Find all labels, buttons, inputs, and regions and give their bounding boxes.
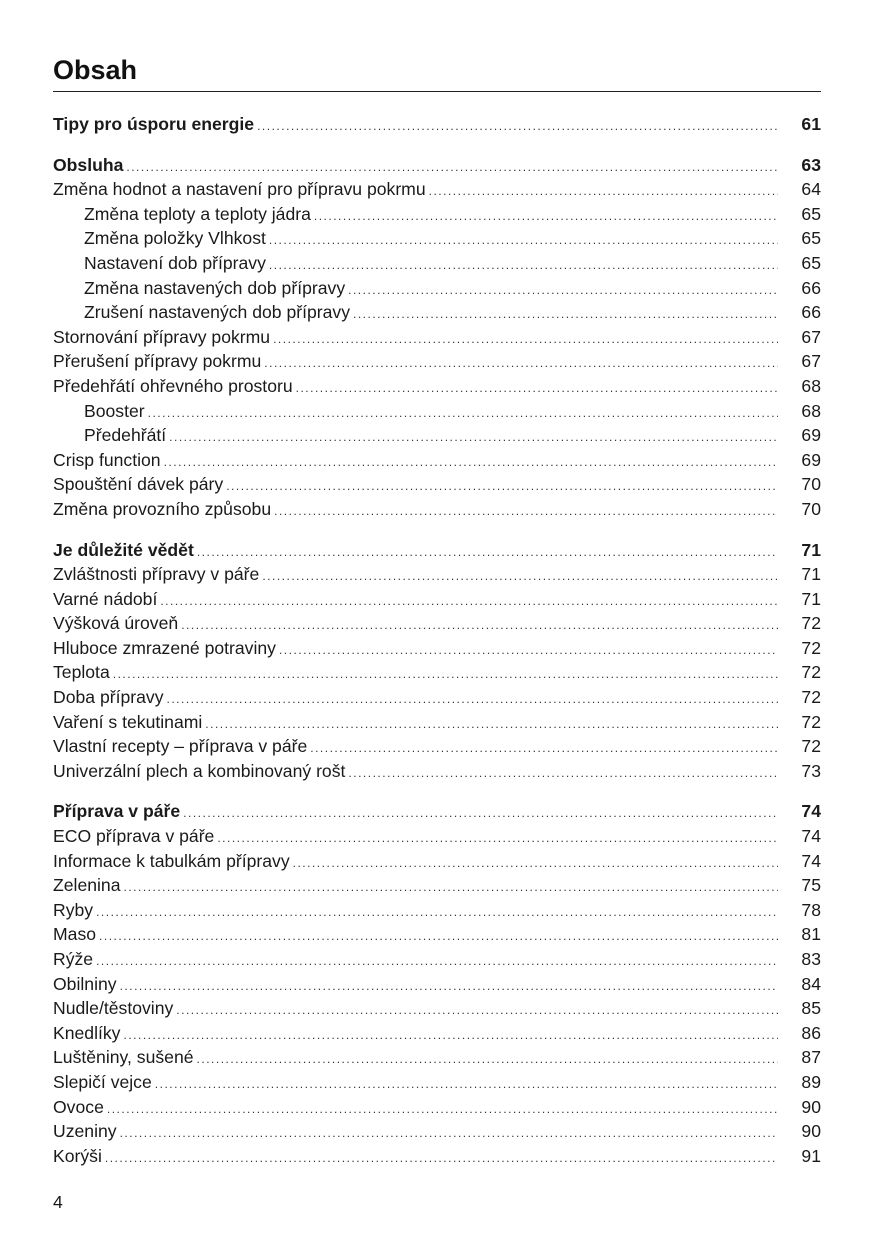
dot-leader xyxy=(353,302,778,327)
toc-entry-label: Obsluha xyxy=(53,154,124,175)
toc-entry-page: 63 xyxy=(801,154,821,175)
toc-entry-page: 74 xyxy=(801,826,821,847)
toc-entry-page: 65 xyxy=(801,203,821,224)
dot-leader xyxy=(105,1146,778,1171)
toc-entry-label: Spouštění dávek páry xyxy=(53,474,224,495)
toc-entry-page: 75 xyxy=(801,875,821,896)
dot-leader xyxy=(148,401,778,426)
toc-section xyxy=(53,112,821,137)
toc-entry[interactable] xyxy=(53,1021,821,1046)
dot-leader xyxy=(96,949,778,974)
toc-entry-label: Knedlíky xyxy=(53,1022,121,1043)
toc-entry[interactable] xyxy=(53,685,821,710)
toc-entry-label: Tipy pro úsporu energie xyxy=(53,114,255,134)
toc-entry-label: Vlastní recepty – příprava v páře xyxy=(53,736,308,757)
dot-leader xyxy=(181,613,778,638)
toc-entry-label: Rýže xyxy=(53,949,94,969)
toc-entry[interactable] xyxy=(53,497,821,522)
toc-entry[interactable] xyxy=(53,1119,821,1144)
toc-entry-label: Ovoce xyxy=(53,1096,104,1117)
dot-leader xyxy=(96,900,778,925)
toc-heading-entry[interactable] xyxy=(53,112,821,137)
toc-entry[interactable] xyxy=(53,177,821,202)
toc-entry[interactable] xyxy=(53,734,821,759)
toc-entry-page: 67 xyxy=(801,326,821,347)
dot-leader xyxy=(126,155,778,180)
toc-entry-label: Univerzální plech a kombinovaný rošt xyxy=(53,760,346,781)
toc-entry-label: Maso xyxy=(53,924,97,945)
toc-entry-page: 87 xyxy=(801,1047,821,1068)
toc-entry[interactable] xyxy=(53,898,821,923)
toc-heading-entry[interactable] xyxy=(53,538,821,563)
toc-entry-label: Varné nádobí xyxy=(53,588,158,609)
toc-entry-label: Nudle/těstoviny xyxy=(53,998,174,1019)
dot-leader xyxy=(293,851,778,876)
toc-entry-page: 69 xyxy=(801,425,821,446)
toc-entry-label: ECO příprava v páře xyxy=(53,826,215,847)
toc-entry-page: 72 xyxy=(801,687,821,708)
dot-leader xyxy=(164,450,778,475)
toc-subentry[interactable] xyxy=(53,202,821,227)
toc-entry[interactable] xyxy=(53,873,821,898)
toc-heading-entry[interactable] xyxy=(53,153,821,178)
toc-entry-page: 65 xyxy=(801,228,821,249)
toc-entry-label: Informace k tabulkám přípravy xyxy=(53,850,290,871)
table-of-contents xyxy=(53,112,821,1184)
dot-leader xyxy=(176,998,778,1023)
toc-entry-page: 73 xyxy=(801,760,821,781)
toc-entry-page: 81 xyxy=(801,924,821,945)
toc-entry-page: 67 xyxy=(801,351,821,372)
dot-leader xyxy=(279,638,778,663)
toc-entry[interactable] xyxy=(53,947,821,972)
toc-entry-label: Je důležité vědět xyxy=(53,539,194,560)
toc-entry-label: Teplota xyxy=(53,662,110,683)
toc-entry-label: Korýši xyxy=(53,1145,102,1166)
toc-subentry[interactable] xyxy=(53,276,821,301)
toc-entry-page: 71 xyxy=(801,588,821,609)
toc-subentry[interactable] xyxy=(53,300,821,325)
toc-entry-page: 89 xyxy=(801,1071,821,1092)
toc-entry[interactable] xyxy=(53,1095,821,1120)
toc-entry-label: Změna provozního způsobu xyxy=(53,498,272,519)
toc-subentry[interactable] xyxy=(53,423,821,448)
dot-leader xyxy=(183,801,778,826)
toc-entry-page: 72 xyxy=(801,711,821,732)
dot-leader xyxy=(226,474,778,499)
dot-leader xyxy=(348,761,778,786)
toc-entry-page: 64 xyxy=(801,179,821,200)
toc-entry-label: Předehřátí ohřevného prostoru xyxy=(53,375,293,396)
toc-entry-page: 90 xyxy=(801,1121,821,1142)
dot-leader xyxy=(269,253,778,278)
toc-entry-label: Doba přípravy xyxy=(53,687,164,708)
dot-leader xyxy=(160,589,778,614)
toc-entry[interactable] xyxy=(53,710,821,735)
page-number: 4 xyxy=(53,1192,63,1212)
dot-leader xyxy=(124,875,779,900)
toc-entry-label: Stornování přípravy pokrmu xyxy=(53,326,271,347)
toc-entry[interactable] xyxy=(53,611,821,636)
toc-entry-label: Luštěniny, sušené xyxy=(53,1047,194,1068)
toc-entry-page: 72 xyxy=(801,662,821,683)
dot-leader xyxy=(167,687,778,712)
toc-entry[interactable] xyxy=(53,660,821,685)
toc-entry-page: 70 xyxy=(801,474,821,495)
toc-entry-label: Obilniny xyxy=(53,973,117,994)
toc-entry-label: Zvláštnosti přípravy v páře xyxy=(53,564,260,585)
toc-entry-label: Hluboce zmrazené potraviny xyxy=(53,637,276,658)
toc-section xyxy=(53,153,821,522)
title-divider xyxy=(53,91,821,92)
page-title: Obsah xyxy=(53,55,138,85)
toc-entry-page: 86 xyxy=(801,1022,821,1043)
toc-entry-label: Přerušení přípravy pokrmu xyxy=(53,351,262,372)
dot-leader xyxy=(169,425,778,450)
toc-entry-label: Předehřátí xyxy=(84,425,167,446)
toc-entry-page: 68 xyxy=(801,400,821,421)
toc-entry-page: 90 xyxy=(801,1096,821,1117)
toc-entry[interactable] xyxy=(53,1070,821,1095)
toc-entry[interactable] xyxy=(53,349,821,374)
toc-section xyxy=(53,538,821,784)
toc-entry-page: 84 xyxy=(801,973,821,994)
dot-leader xyxy=(123,1023,778,1048)
dot-leader xyxy=(217,826,778,851)
toc-entry[interactable] xyxy=(53,472,821,497)
dot-leader xyxy=(262,564,778,589)
toc-entry-page: 66 xyxy=(801,302,821,323)
toc-entry[interactable] xyxy=(53,374,821,399)
toc-section xyxy=(53,799,821,1168)
toc-entry-label: Zrušení nastavených dob přípravy xyxy=(84,302,351,323)
toc-entry-page: 61 xyxy=(801,114,821,134)
dot-leader xyxy=(314,204,778,229)
toc-entry-page: 68 xyxy=(801,375,821,396)
toc-entry-label: Slepičí vejce xyxy=(53,1071,152,1092)
toc-entry-page: 85 xyxy=(801,998,821,1019)
toc-entry-page: 69 xyxy=(801,449,821,470)
toc-entry-label: Změna hodnot a nastavení pro přípravu pokrmu xyxy=(53,179,426,200)
toc-entry-label: Změna nastavených dob přípravy xyxy=(84,277,346,298)
toc-entry-page: 83 xyxy=(801,949,821,969)
toc-entry-page: 71 xyxy=(801,539,821,560)
toc-entry-page: 72 xyxy=(801,637,821,658)
dot-leader xyxy=(113,662,778,687)
toc-subentry[interactable] xyxy=(53,226,821,251)
toc-subentry[interactable] xyxy=(53,251,821,276)
dot-leader xyxy=(269,228,778,253)
toc-entry-page: 74 xyxy=(801,801,821,822)
toc-entry[interactable] xyxy=(53,325,821,350)
toc-entry[interactable] xyxy=(53,562,821,587)
toc-entry[interactable] xyxy=(53,922,821,947)
dot-leader xyxy=(264,351,778,376)
toc-entry-label: Zelenina xyxy=(53,875,121,896)
toc-entry[interactable] xyxy=(53,1045,821,1070)
dot-leader xyxy=(120,974,778,999)
toc-entry-label: Ryby xyxy=(53,899,94,920)
toc-entry[interactable] xyxy=(53,972,821,997)
dot-leader xyxy=(197,540,778,565)
toc-entry[interactable] xyxy=(53,1144,821,1169)
dot-leader xyxy=(99,924,778,949)
toc-entry-page: 65 xyxy=(801,252,821,273)
toc-subentry[interactable] xyxy=(53,399,821,424)
toc-entry-label: Booster xyxy=(84,400,145,421)
dot-leader xyxy=(120,1121,778,1146)
dot-leader xyxy=(257,114,778,139)
toc-entry-label: Uzeniny xyxy=(53,1121,117,1142)
toc-entry-page: 72 xyxy=(801,736,821,757)
toc-entry[interactable] xyxy=(53,849,821,874)
dot-leader xyxy=(197,1047,778,1072)
toc-entry[interactable] xyxy=(53,759,821,784)
toc-entry-page: 74 xyxy=(801,850,821,871)
dot-leader xyxy=(296,376,778,401)
dot-leader xyxy=(273,327,778,352)
dot-leader xyxy=(107,1097,778,1122)
dot-leader xyxy=(155,1072,778,1097)
toc-entry-label: Změna teploty a teploty jádra xyxy=(84,203,311,224)
toc-entry[interactable] xyxy=(53,824,821,849)
dot-leader xyxy=(310,736,778,761)
toc-entry-page: 91 xyxy=(801,1145,821,1166)
toc-entry-label: Výšková úroveň xyxy=(53,613,179,634)
toc-entry-label: Změna položky Vlhkost xyxy=(84,228,266,249)
toc-entry[interactable] xyxy=(53,587,821,612)
toc-entry-page: 72 xyxy=(801,613,821,634)
toc-entry[interactable] xyxy=(53,448,821,473)
toc-heading-entry[interactable] xyxy=(53,799,821,824)
toc-entry-page: 70 xyxy=(801,498,821,519)
toc-entry-label: Crisp function xyxy=(53,449,161,470)
dot-leader xyxy=(274,499,778,524)
toc-entry-page: 71 xyxy=(801,564,821,585)
toc-entry-page: 66 xyxy=(801,277,821,298)
toc-entry[interactable] xyxy=(53,636,821,661)
toc-entry[interactable] xyxy=(53,996,821,1021)
toc-entry-label: Vaření s tekutinami xyxy=(53,711,203,732)
dot-leader xyxy=(348,278,778,303)
toc-entry-label: Příprava v páře xyxy=(53,801,181,822)
dot-leader xyxy=(205,712,778,737)
toc-entry-label: Nastavení dob přípravy xyxy=(84,252,266,273)
dot-leader xyxy=(429,179,778,204)
toc-entry-page: 78 xyxy=(801,899,821,920)
